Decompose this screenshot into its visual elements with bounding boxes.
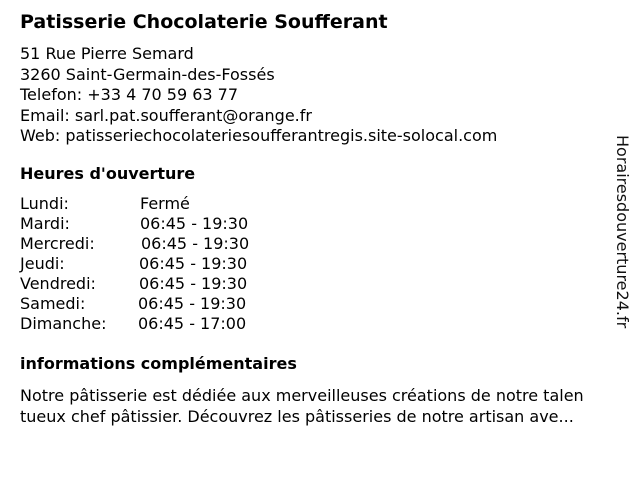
day-label: Jeudi: (20, 254, 65, 273)
business-name: Patisserie Chocolaterie Soufferant (20, 11, 388, 33)
day-label: Samedi: (20, 294, 86, 313)
time-value: Fermé (140, 194, 190, 213)
hours-row-sunday (20, 314, 320, 334)
city-postcode: 3260 Saint-Germain-des-Fossés (20, 64, 275, 84)
email-line: Email: sarl.pat.soufferant@orange.fr (20, 105, 312, 125)
phone-line: Telefon: +33 4 70 59 63 77 (20, 85, 239, 104)
time-value: 06:45 - 19:30 (139, 274, 248, 293)
time-value: 06:45 - 19:30 (141, 234, 250, 253)
street-address: 51 Rue Pierre Semard (20, 44, 194, 63)
hours-heading: Heures d'ouverture (20, 164, 196, 183)
description-line-1: Notre pâtisserie est dédiée aux merveilleuses créations de notre talen (20, 386, 584, 405)
hours-row-saturday (20, 294, 320, 314)
time-value: 06:45 - 19:30 (140, 214, 249, 233)
site-watermark: Horairesdouverture24.fr (613, 135, 632, 329)
hours-row-thursday (20, 254, 320, 274)
day-label: Lundi: (20, 194, 69, 213)
hours-row-friday (20, 274, 320, 294)
time-value: 06:45 - 19:30 (138, 294, 247, 313)
day-label: Mercredi: (20, 234, 95, 253)
website-line: Web: patisseriechocolateriesoufferantregis.site-solocal.com (20, 126, 498, 145)
hours-row-monday (20, 194, 320, 214)
hours-row-wednesday (20, 234, 320, 254)
time-value: 06:45 - 17:00 (138, 314, 247, 333)
opening-hours-table (20, 194, 320, 334)
hours-row-tuesday (20, 214, 320, 234)
contact-block (20, 44, 497, 147)
description-line-2: tueux chef pâtissier. Découvrez les pâtisseries de notre artisan ave... (20, 407, 574, 426)
info-heading: informations complémentaires (20, 354, 297, 373)
description-text (20, 385, 625, 427)
day-label: Vendredi: (20, 274, 96, 293)
day-label: Mardi: (20, 214, 70, 233)
time-value: 06:45 - 19:30 (139, 254, 248, 273)
day-label: Dimanche: (20, 314, 107, 333)
